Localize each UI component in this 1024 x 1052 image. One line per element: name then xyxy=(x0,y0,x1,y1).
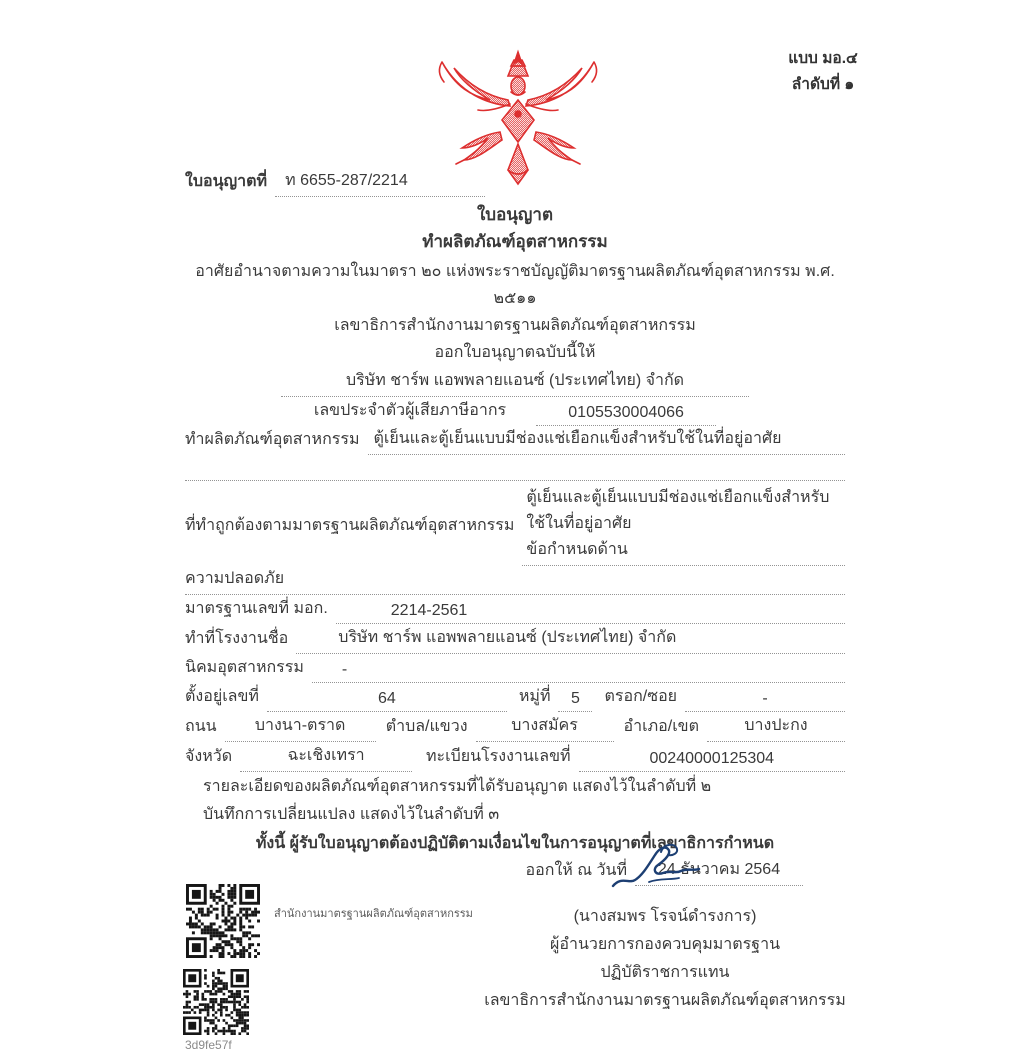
soi-value: - xyxy=(685,690,845,712)
moo-value: 5 xyxy=(558,690,592,712)
license-number-row xyxy=(185,168,845,197)
qr1-row xyxy=(186,884,473,963)
document-title: ใบอนุญาต xyxy=(477,205,553,224)
condition-note: ทั้งนี้ ผู้รับใบอนุญาตต้องปฏิบัติตามเงื่อนไขในการอนุญาตที่เลขาธิการกำหนด xyxy=(255,835,775,852)
tax-id-label: เลขประจำตัวผู้เสียภาษีอากร xyxy=(313,402,507,419)
conform-value-line2: ข้อกำหนดด้าน xyxy=(522,537,845,566)
signatory-title-3: เลขาธิการสำนักงานมาตรฐานผลิตภัณฑ์อุตสาหกรรม xyxy=(484,992,846,1009)
factory-name-row xyxy=(185,625,845,654)
industrial-estate-label: นิคมอุตสาหกรรม xyxy=(185,659,304,676)
standard-number-row xyxy=(185,596,845,624)
conform-standard-label: ที่ทำถูกต้องตามมาตรฐานผลิตภัณฑ์อุตสาหกรรม xyxy=(185,517,515,534)
signature-block xyxy=(455,838,875,1015)
signature-icon xyxy=(455,838,875,900)
road-label: ถนน xyxy=(185,718,217,735)
qr1-caption: สำนักงานมาตรฐานผลิตภัณฑ์อุตสาหกรรม xyxy=(274,908,473,920)
tax-id-value: 0105530004066 xyxy=(536,404,716,426)
qr2-caption: 3d9fe57f xyxy=(185,1038,232,1052)
conform-standard-values xyxy=(522,485,845,566)
authority-line-1: อาศัยอำนาจตามความในมาตรา ๒๐ แห่งพระราชบัญญัติมาตรฐานผลิตภัณฑ์อุตสาหกรรม พ.ศ. ๒๕๑๑ xyxy=(195,263,835,307)
factory-name-label: ทำที่โรงงานชื่อ xyxy=(185,630,289,647)
garuda-emblem-icon xyxy=(412,48,624,188)
document-subtitle: ทำผลิตภัณฑ์อุตสาหกรรม xyxy=(422,232,608,251)
address-no-label: ตั้งอยู่เลขที่ xyxy=(185,688,259,705)
moo-label: หมู่ที่ xyxy=(518,688,551,705)
subdistrict-value: บางสมัคร xyxy=(476,713,614,742)
qr2-row xyxy=(183,969,473,1052)
authority-line-2: เลขาธิการสำนักงานมาตรฐานผลิตภัณฑ์อุตสาหกรรม xyxy=(334,317,696,334)
conform-value-line1: ตู้เย็นและตู้เย็นแบบมีช่องแช่เยือกแข็งสำหรับใช้ในที่อยู่อาศัย xyxy=(526,489,830,532)
issue-date-value: 24 ธันวาคม 2564 xyxy=(635,857,803,886)
address-no-value: 64 xyxy=(267,690,507,712)
company-name: บริษัท ชาร์พ แอพพลายแอนซ์ (ประเทศไทย) จำกัด xyxy=(281,368,749,397)
continuation-dotted-line xyxy=(185,456,845,481)
change-note: บันทึกการเปลี่ยนแปลง แสดงไว้ในลำดับที่ ๓ xyxy=(203,806,500,823)
tax-id-row xyxy=(185,397,845,426)
issue-date-label: ออกให้ ณ วันที่ xyxy=(525,862,627,879)
safety-row xyxy=(185,566,845,595)
qr-code-verify-icon xyxy=(183,969,473,1040)
qr-footer xyxy=(186,884,473,1052)
product-label: ทำผลิตภัณฑ์อุตสาหกรรม xyxy=(185,431,360,448)
form-code: แบบ มอ.๔ xyxy=(788,50,858,67)
signatory-title-2: ปฏิบัติราชการแทน xyxy=(600,964,730,981)
district-value: บางปะกง xyxy=(707,713,845,742)
industrial-estate-value: - xyxy=(312,661,845,683)
signatory-name: (นางสมพร โรจน์ดำรงการ) xyxy=(573,908,757,925)
province-row xyxy=(185,743,845,772)
factory-reg-label: ทะเบียนโรงงานเลขที่ xyxy=(426,748,571,765)
form-code-block xyxy=(768,46,878,98)
province-value: ฉะเชิงเทรา xyxy=(240,743,412,772)
document-body xyxy=(185,168,845,886)
road-row xyxy=(185,713,845,742)
province-label: จังหวัด xyxy=(185,748,233,765)
soi-label: ตรอก/ซอย xyxy=(604,688,678,705)
issue-to-label: ออกใบอนุญาตฉบับนี้ให้ xyxy=(434,344,596,361)
license-number-value: ท 6655-287/2214 xyxy=(275,168,485,197)
signatory-title-1: ผู้อำนวยการกองควบคุมมาตรฐาน xyxy=(550,936,780,953)
industrial-estate-row xyxy=(185,655,845,683)
product-row xyxy=(185,426,845,455)
factory-reg-value: 00240000125304 xyxy=(579,750,845,772)
address-row xyxy=(185,684,845,712)
standard-number-label: มาตรฐานเลขที่ มอก. xyxy=(185,600,328,617)
sequence-number: ลำดับที่ ๑ xyxy=(791,76,855,93)
license-number-label: ใบอนุญาตที่ xyxy=(185,173,268,190)
district-label: อำเภอ/เขต xyxy=(623,718,699,735)
factory-name-value: บริษัท ชาร์พ แอพพลายแอนซ์ (ประเทศไทย) จำกัด xyxy=(296,625,845,654)
detail-note: รายละเอียดของผลิตภัณฑ์อุตสาหกรรมที่ได้รับอนุญาต แสดงไว้ในลำดับที่ ๒ xyxy=(203,778,712,795)
qr-code-tisi-icon xyxy=(186,884,260,963)
subdistrict-label: ตำบล/แขวง xyxy=(385,718,468,735)
safety-value: ความปลอดภัย xyxy=(185,566,845,595)
product-value: ตู้เย็นและตู้เย็นแบบมีช่องแช่เยือกแข็งสำหรับใช้ในที่อยู่อาศัย xyxy=(368,426,846,455)
road-value: บางนา-ตราด xyxy=(225,713,376,742)
conform-standard-row xyxy=(185,485,845,566)
company-name-line xyxy=(185,368,845,397)
standard-number-value: 2214-2561 xyxy=(336,602,845,624)
